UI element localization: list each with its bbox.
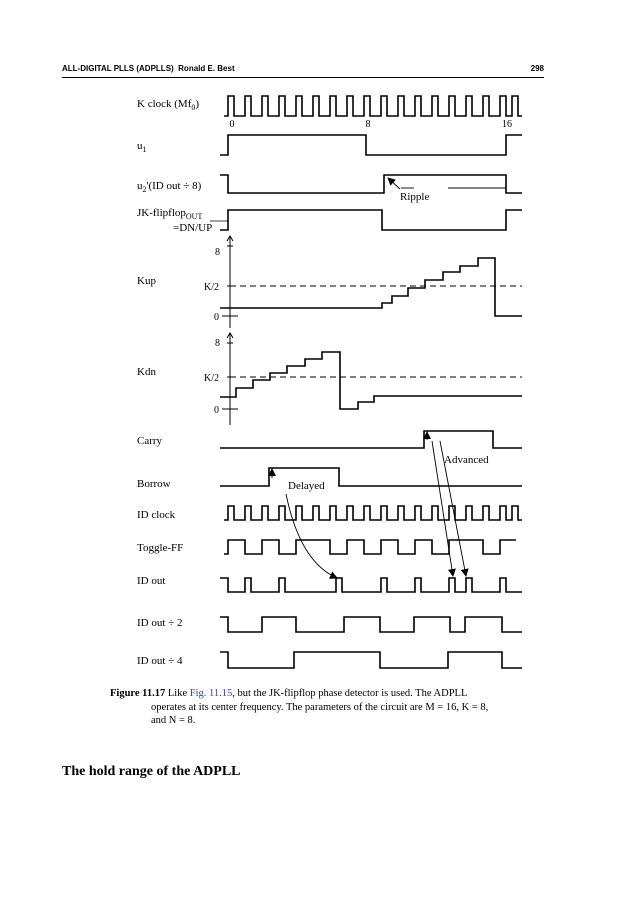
label-id-out-div2: ID out ÷ 2 <box>137 617 183 629</box>
label-id-out-div4: ID out ÷ 4 <box>137 655 183 667</box>
kdn-axis-half: K/2 <box>204 373 219 384</box>
waveform-u1 <box>220 135 522 155</box>
running-author: Ronald E. Best <box>178 64 235 73</box>
advanced-label: Advanced <box>444 454 489 466</box>
waveform-id-out-div2 <box>220 617 522 632</box>
delayed-label: Delayed <box>288 480 325 492</box>
ripple-arrow <box>388 178 400 189</box>
figure-caption <box>110 687 536 728</box>
waveform-jk-flipflop <box>220 210 522 230</box>
label-id-clock: ID clock <box>137 509 176 521</box>
kup-axis-8: 8 <box>215 247 220 258</box>
waveform-borrow <box>220 468 522 486</box>
label-kdn: Kdn <box>137 366 156 378</box>
caption-line3: and N = 8. <box>151 715 196 726</box>
running-title: ALL-DIGITAL PLLS (ADPLLS) <box>62 64 174 73</box>
waveform-kup <box>220 258 522 316</box>
section-heading: The hold range of the ADPLL <box>62 764 241 779</box>
label-borrow: Borrow <box>137 478 171 490</box>
kup-axis-half: K/2 <box>204 282 219 293</box>
waveform-id-out-div4 <box>220 652 522 668</box>
waveform-toggle-ff <box>224 540 516 554</box>
label-k-clock: K clock $(Mf_0)$ <box>137 98 200 112</box>
label-u1: $u_1$ <box>137 140 147 154</box>
caption-line2: operates at its center frequency. The parameters of the circuit are M = 16, K = 8, <box>151 701 489 713</box>
tick-label-8: 8 <box>365 119 371 130</box>
caption-line1: , but the JK-flipflop phase detector is used. The ADPLL <box>232 688 468 699</box>
waveform-id-out <box>220 578 522 592</box>
waveform-carry <box>220 431 522 448</box>
kup-axis-0: 0 <box>214 312 219 323</box>
page-number: 298 <box>530 64 544 73</box>
label-dn-up: =DN/UP <box>173 222 213 234</box>
label-jk-flipflop-out: JK-flipflop$_{OUT}$ <box>137 207 203 221</box>
kdn-axis-8: 8 <box>215 338 220 349</box>
tick-label-16: 16 <box>502 119 512 130</box>
figure-number: Figure 11.17 <box>110 688 166 699</box>
waveform-u2 <box>220 175 522 193</box>
kdn-axis-0: 0 <box>214 405 219 416</box>
label-carry: Carry <box>137 435 163 447</box>
figure-reference-link[interactable]: Fig. 11.15 <box>189 688 233 699</box>
label-toggle-ff: Toggle-FF <box>137 542 184 554</box>
waveform-k-clock <box>224 96 522 116</box>
waveform-id-clock <box>224 506 522 520</box>
label-id-out: ID out <box>137 575 166 587</box>
label-u2-id-out-div8: $u_2'(ID$ out ÷ 8) <box>137 180 202 194</box>
tick-label-0: 0 <box>229 119 235 130</box>
ripple-label: Ripple <box>400 191 430 203</box>
waveform-kdn <box>220 352 522 409</box>
caption-pre: Like <box>167 688 190 699</box>
label-kup: Kup <box>137 275 156 287</box>
